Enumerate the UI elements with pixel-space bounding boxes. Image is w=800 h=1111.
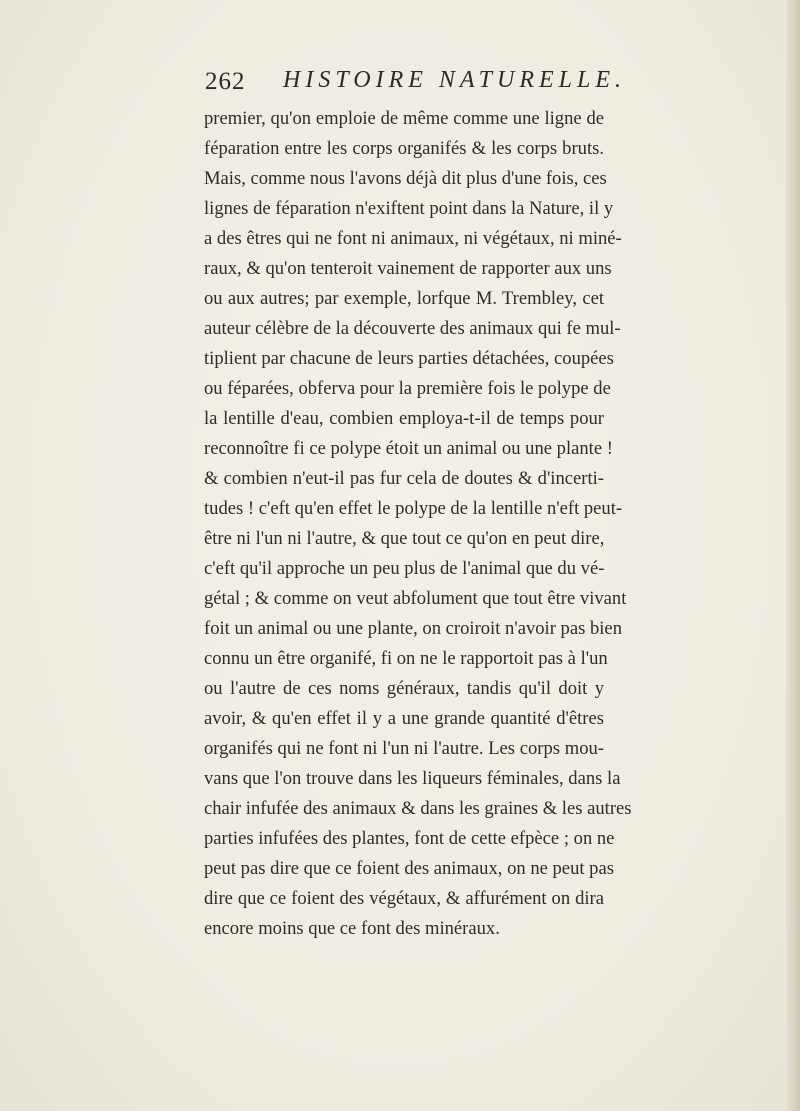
text-line: gétal ; & comme on veut abfolument que tout être vivant [204,588,627,609]
text-line: vans que l'on trouve dans les liqueurs féminales, dans la [204,768,621,789]
text-line: c'eft qu'il approche un peu plus de l'animal que du vé- [204,558,605,579]
page-number: 262 [205,68,246,95]
text-line: & combien n'eut-il pas fur cela de doutes & d'incerti- [204,468,604,489]
text-line: dire que ce foient des végétaux, & affurément on dira [204,888,604,909]
text-line: Mais, comme nous l'avons déjà dit plus d'une fois, ces [204,168,607,189]
text-line: premier, qu'on emploie de même comme une ligne de [204,108,604,129]
running-title: HISTOIRE NATURELLE. [283,67,627,93]
text-line: tiplient par chacune de leurs parties détachées, coupées [204,348,614,369]
text-line: encore moins que ce font des minéraux. [204,918,500,939]
text-line: parties infufées des plantes, font de cette efpèce ; on ne [204,828,615,849]
text-line: tudes ! c'eft qu'en effet le polype de la lentille n'eft peut- [204,498,623,519]
text-line: peut pas dire que ce foient des animaux, on ne peut pas [204,858,614,879]
text-line: être ni l'un ni l'autre, & que tout ce qu'on en peut dire, [204,528,605,549]
text-line: lignes de féparation n'exiftent point dans la Nature, il y [204,198,614,219]
text-line: reconnoître fi ce polype étoit un animal ou une plante ! [204,438,613,459]
body-text [204,104,632,944]
text-line: foit un animal ou une plante, on croiroit n'avoir pas bien [204,618,622,639]
text-line: féparation entre les corps organifés & les corps bruts. [204,138,604,159]
text-line: connu un être organifé, fi on ne le rapportoit pas à l'un [204,648,608,669]
text-line: auteur célèbre de la découverte des animaux qui fe mul- [204,318,621,339]
text-line: la lentille d'eau, combien employa-t-il de temps pour [204,408,604,429]
text-line: chair infufée des animaux & dans les graines & les autres [204,798,632,819]
text-line: ou aux autres; par exemple, lorfque M. Trembley, cet [204,288,604,309]
page-header [205,64,645,104]
text-line: ou féparées, obferva pour la première fois le polype de [204,378,611,399]
text-line: organifés qui ne font ni l'un ni l'autre. Les corps mou- [204,738,604,759]
text-line: a des êtres qui ne font ni animaux, ni végétaux, ni miné- [204,228,622,249]
text-line: avoir, & qu'en effet il y a une grande quantité d'êtres [204,708,604,729]
text-line: raux, & qu'on tenteroit vainement de rapporter aux uns [204,258,612,279]
page-edge [786,0,800,1111]
text-line: ou l'autre de ces noms généraux, tandis qu'il doit y [204,678,604,699]
